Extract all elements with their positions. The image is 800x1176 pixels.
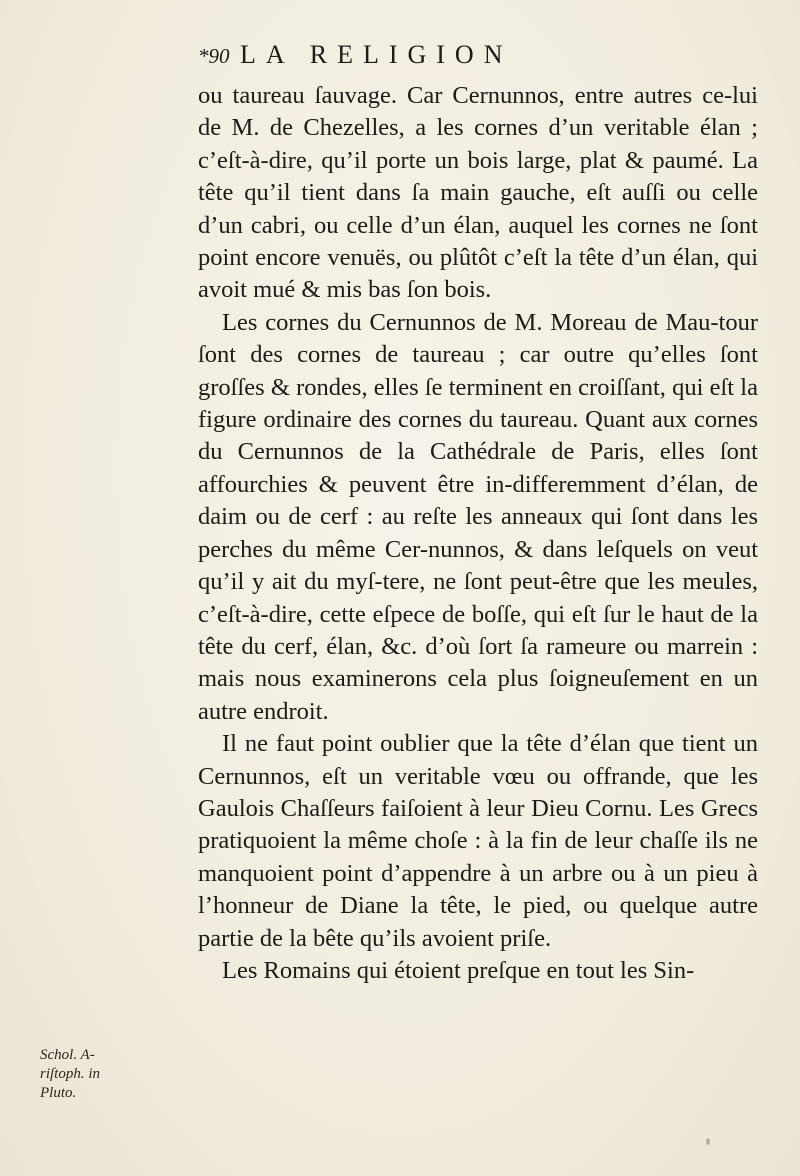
margin-note-line-2: riſtoph. in xyxy=(40,1066,101,1082)
ink-speck xyxy=(706,1138,710,1145)
paragraph-4: Les Romains qui étoient preſque en tout les Sin- xyxy=(222,956,695,984)
paragraph-2: Les cornes du Cernunnos de M. Moreau de Mau-tour ſont des cornes de taureau ; car outre qu’elles ſont groſſes & rondes, elles ſe terminent en croiſſant, qui eſt la figure ordinaire des cornes du taureau. Quant aux cornes du Cernunnos de la Cathédrale de Paris, elles ſont affourchies & peuvent être in-differemment d’élan, de daim ou de cerf : au reſte les anneaux qui ſont dans les perches du même Cer-nunnos, & dans leſquels on veut qu’il y ait du myſ-tere, ne ſont peut-être que les meules, c’eſt-à-dire, cette eſpece de boſſe, qui eſt ſur le haut de la tête du cerf, élan, &c. d’où ſort ſa rameure ou marrein : mais nous examinerons cela plus ſoigneuſement en un autre endroit. xyxy=(198,308,758,725)
body-text xyxy=(198,80,758,987)
margin-note-line-1: Schol. A- xyxy=(40,1047,95,1063)
running-title: LA RELIGION xyxy=(240,40,513,69)
page-header xyxy=(198,40,758,76)
margin-note-line-3: Pluto. xyxy=(40,1085,77,1101)
page-number: *90 xyxy=(198,44,230,68)
margin-note xyxy=(40,1046,180,1103)
paragraph-1: ou taureau ſauvage. Car Cernunnos, entre autres ce-lui de M. de Chezelles, a les cornes d’un veritable élan ; c’eſt-à-dire, qu’il porte un bois large, plat & paumé. La tête qu’il tient dans ſa main gauche, eſt auſſi ou celle d’un cabri, ou celle d’un élan, auquel les cornes ne ſont point encore venuës, ou plûtôt c’eſt la tête d’un élan, qui avoit mué & mis bas ſon bois. xyxy=(198,82,758,304)
paragraph-3: Il ne faut point oublier que la tête d’élan que tient un Cernunnos, eſt un veritable vœu ou offrande, que les Gaulois Chaſſeurs faiſoient à leur Dieu Cornu. Les Grecs pratiquoient la même choſe : à la fin de leur chaſſe ils ne manquoient point d’appendre à un arbre ou à un pieu à l’honneur de Diane la tête, le pied, ou quelque autre partie de la bête qu’ils avoient priſe. xyxy=(198,730,758,952)
